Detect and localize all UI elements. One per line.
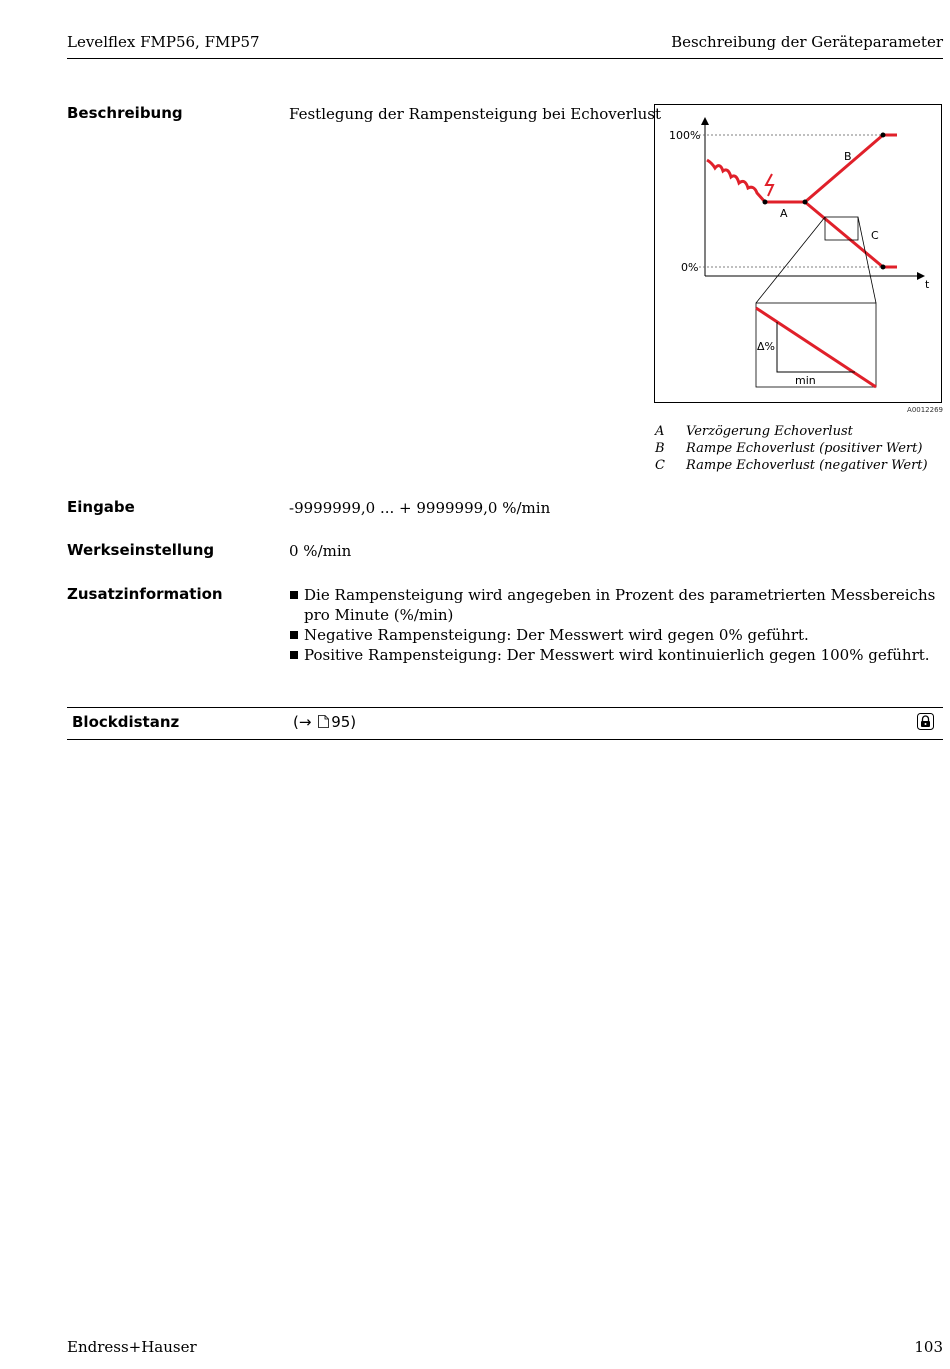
curve-fall [805, 202, 897, 267]
legend-key: A [655, 424, 665, 439]
delta-label: Δ% [757, 340, 775, 353]
footer-company: Endress+Hauser [67, 1338, 197, 1356]
y100-label: 100% [669, 129, 701, 142]
list-item [289, 625, 945, 645]
header-section-title: Beschreibung der Geräteparameter [671, 33, 943, 51]
list-item [289, 585, 945, 625]
page-reference-prefix: (→ [293, 713, 312, 731]
echo-loss-icon [766, 174, 773, 196]
x-axis-arrow [917, 272, 925, 280]
list-item-text: Negative Rampensteigung: Der Messwert wird gegen 0% geführt. [304, 626, 809, 644]
y-axis-arrow [701, 117, 709, 125]
point-c-end [881, 265, 886, 270]
page-number: 103 [914, 1338, 943, 1356]
legend-item [655, 424, 853, 439]
legend-text: Verzögerung Echoverlust [686, 424, 853, 439]
legend-key: C [655, 458, 665, 473]
point-ramp-start [803, 200, 808, 205]
list-item [289, 645, 945, 665]
legend-item [655, 441, 922, 456]
y0-label: 0% [681, 261, 699, 274]
marker-c: C [871, 229, 879, 242]
ramp-diagram [654, 104, 942, 403]
ramp-diagram-svg [655, 105, 941, 402]
marker-a: A [780, 207, 788, 220]
header-product: Levelflex FMP56, FMP57 [67, 33, 260, 51]
value-beschreibung: Festlegung der Rampensteigung bei Echoverlust [289, 105, 662, 123]
legend-text: Rampe Echoverlust (positiver Wert) [686, 441, 923, 456]
list-item-text: Positive Rampensteigung: Der Messwert wird kontinuierlich gegen 100% geführt. [304, 646, 930, 664]
legend-key: B [655, 441, 665, 456]
point-b-end [881, 133, 886, 138]
bullet-icon [290, 631, 298, 639]
legend-text: Rampe Echoverlust (negativer Wert) [686, 458, 928, 473]
page-icon [318, 715, 329, 728]
zusatz-list [289, 585, 945, 665]
marker-b: B [844, 150, 852, 163]
page-reference-number: 95) [331, 713, 357, 731]
zoom-box [825, 217, 858, 240]
label-zusatzinformation: Zusatzinformation [67, 585, 223, 603]
t-label: t [925, 278, 930, 291]
value-werkseinstellung: 0 %/min [289, 542, 352, 560]
figure-id: A0012269 [907, 406, 943, 414]
legend-item [655, 458, 928, 473]
page-reference-link[interactable] [293, 713, 356, 731]
nav-rule-bottom [67, 739, 943, 740]
bullet-icon [290, 651, 298, 659]
lock-icon [917, 713, 934, 730]
label-werkseinstellung: Werkseinstellung [67, 541, 215, 559]
label-beschreibung: Beschreibung [67, 104, 183, 122]
list-item-text: Die Rampensteigung wird angegeben in Prozent des parametrierten Messbereichs pro Minute (%/min) [304, 586, 936, 624]
value-eingabe: -9999999,0 ... + 9999999,0 %/min [289, 499, 551, 517]
bullet-icon [290, 591, 298, 599]
label-eingabe: Eingabe [67, 498, 135, 516]
point-a [763, 200, 768, 205]
header-rule [67, 58, 943, 59]
parameter-title-blockdistanz: Blockdistanz [72, 713, 180, 731]
nav-rule-top [67, 707, 943, 708]
curve-rise [707, 135, 897, 202]
min-label: min [795, 374, 816, 387]
zoom-line-left [756, 217, 825, 303]
